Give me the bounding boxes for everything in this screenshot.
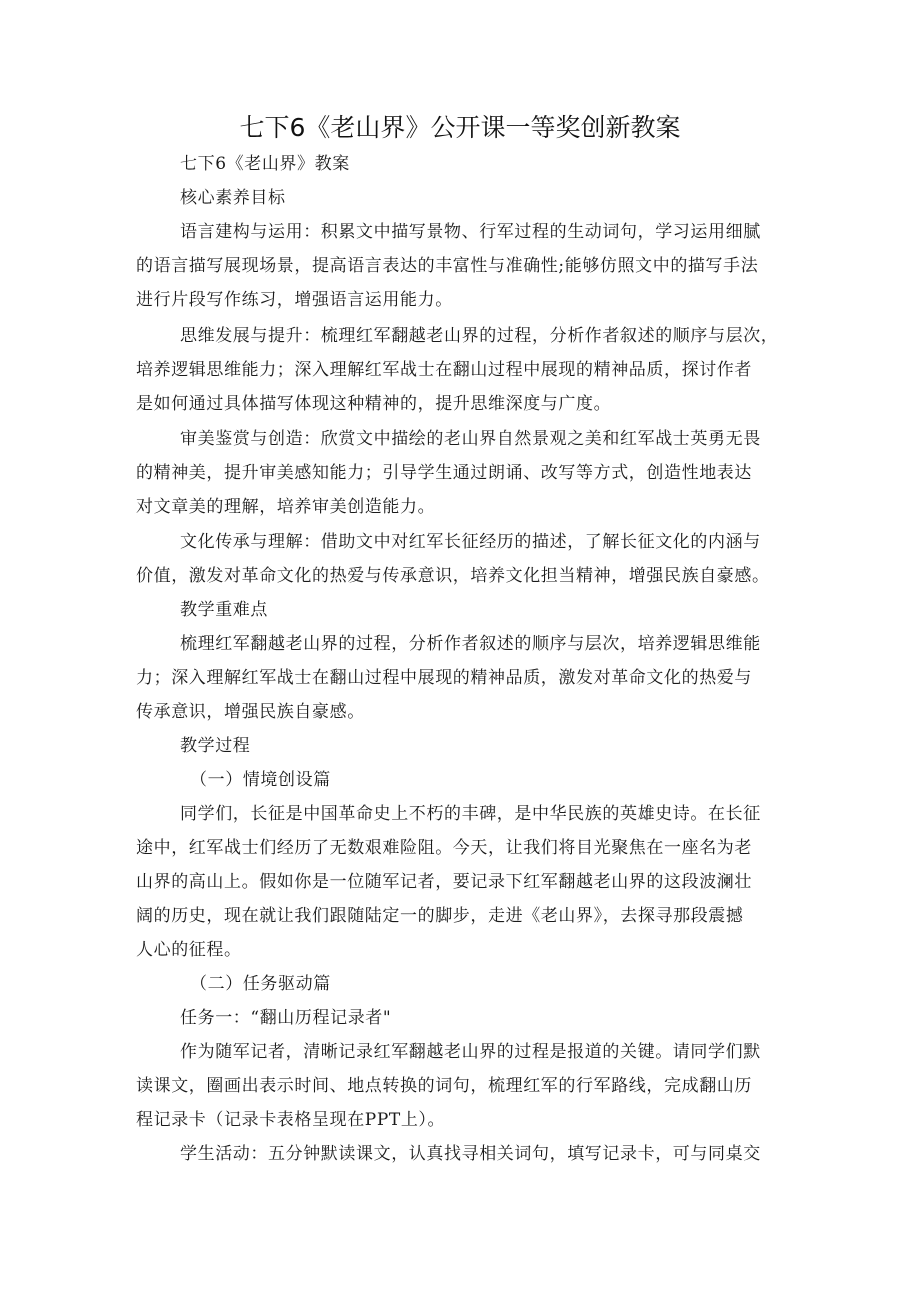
paragraph-line: 对文章美的理解，培养审美创造能力。 <box>136 497 436 517</box>
paragraph-line: 程记录卡（记录卡表格呈现在PPT上）。 <box>136 1110 446 1130</box>
document-title: 七下6《老山界》公开课一等奖创新教案 <box>239 113 681 142</box>
doc-subtitle: 七下6《老山界》教案 <box>180 154 350 174</box>
paragraph-line: 学生活动：五分钟默读课文，认真找寻相关词句，填写记录卡，可与同桌交 <box>180 1144 761 1164</box>
paragraph-line: 语言建构与运用：积累文中描写景物、行军过程的生动词句，学习运用细腻 <box>180 222 761 242</box>
paragraph-line: 力；深入理解红军战士在翻山过程中展现的精神品质，激发对革命文化的热爱与 <box>136 668 752 688</box>
paragraph-line: 思维发展与提升：梳理红军翻越老山界的过程，分析作者叙述的顺序与层次， <box>180 326 779 346</box>
paragraph-line: 的精神美，提升审美感知能力；引导学生通过朗诵、改写等方式，创造性地表达 <box>136 463 752 483</box>
task-heading: 任务一：“翻山历程记录者" <box>180 1008 392 1028</box>
paragraph-line: 培养逻辑思维能力；深入理解红军战士在翻山过程中展现的精神品质，探讨作者 <box>136 360 752 380</box>
paragraph-line: 审美鉴赏与创造：欣赏文中描绘的老山界自然景观之美和红军战士英勇无畏 <box>180 429 761 449</box>
paragraph-line: 梳理红军翻越老山界的过程，分析作者叙述的顺序与层次，培养逻辑思维能 <box>180 634 761 654</box>
paragraph-line: 作为随军记者，清晰记录红军翻越老山界的过程是报道的关键。请同学们默 <box>180 1042 761 1062</box>
paragraph-line: 传承意识，增强民族自豪感。 <box>136 702 365 722</box>
paragraph-line: 同学们，长征是中国革命史上不朽的丰碑，是中华民族的英雄史诗。在长征 <box>180 804 761 824</box>
paragraph-line: 阔的历史，现在就让我们跟随陆定一的脚步，走进《老山界》，去探寻那段震撼 <box>136 906 744 926</box>
paragraph-line: 人心的征程。 <box>136 940 242 960</box>
subsection-heading: （二）任务驱动篇 <box>190 974 331 994</box>
paragraph-line: 途中，红军战士们经历了无数艰难险阻。今天，让我们将目光聚焦在一座名为老 <box>136 838 752 858</box>
paragraph-line: 是如何通过具体描写体现这种精神的，提升思维深度与广度。 <box>136 394 612 414</box>
paragraph-line: 价值，激发对革命文化的热爱与传承意识，培养文化担当精神，增强民族自豪感。 <box>136 566 770 586</box>
paragraph-line: 文化传承与理解：借助文中对红军长征经历的描述，了解长征文化的内涵与 <box>180 532 761 552</box>
paragraph-line: 进行片段写作练习，增强语言运用能力。 <box>136 290 453 310</box>
paragraph-line: 山界的高山上。假如你是一位随军记者，要记录下红军翻越老山界的这段波澜壮 <box>136 872 752 892</box>
subsection-heading: （一）情境创设篇 <box>190 770 331 790</box>
section-heading: 核心素养目标 <box>180 188 286 208</box>
section-heading: 教学重难点 <box>180 600 268 620</box>
paragraph-line: 读课文，圈画出表示时间、地点转换的词句，梳理红军的行军路线，完成翻山历 <box>136 1076 752 1096</box>
paragraph-line: 的语言描写展现场景，提高语言表达的丰富性与准确性;能够仿照文中的描写手法 <box>136 256 759 276</box>
section-heading: 教学过程 <box>180 736 251 756</box>
